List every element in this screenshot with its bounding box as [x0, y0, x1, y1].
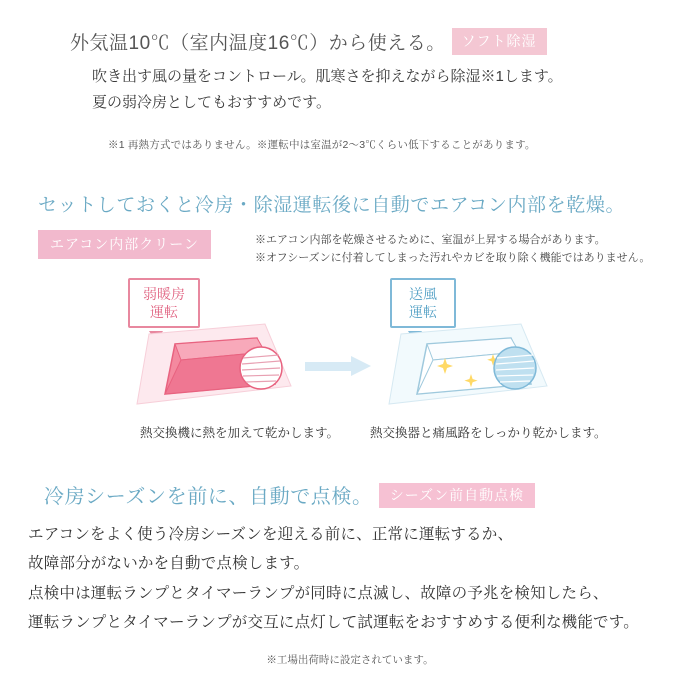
- label-weak-heating-line1: 弱暖房: [143, 286, 185, 302]
- label-blower-line2: 運転: [409, 304, 437, 321]
- section2-note-line-2: ※オフシーズンに付着してしまった汚れやカビを取り除く機能ではありません。: [255, 252, 651, 265]
- caption-right: 熱交換器と痛風路をしっかり乾かします。: [370, 426, 607, 440]
- section1-body-line-1: 吹き出す風の量をコントロール。肌寒さを抑えながら除湿※1します。: [92, 68, 563, 85]
- section2-badge: エアコン内部クリーン: [38, 230, 211, 259]
- section2-notes: [255, 231, 650, 267]
- section3-heading-row: [44, 480, 535, 509]
- section1-heading-row: [70, 28, 547, 55]
- section2-heading: セットしておくと冷房・除湿運転後に自動でエアコン内部を乾燥。: [38, 195, 626, 216]
- section3-note: ※工場出荷時に設定されています。: [266, 654, 434, 666]
- section1-body-line-2: 夏の弱冷房としてもおすすめです。: [92, 94, 331, 112]
- section1-badge: ソフト除湿: [452, 28, 547, 55]
- section3-body-line-1: エアコンをよく使う冷房シーズンを迎える前に、正常に運転するか、: [28, 526, 514, 543]
- section1-body: [92, 64, 563, 117]
- section1-heading: 外気温10℃（室内温度16℃）から使える。: [70, 33, 446, 54]
- section3-body-line-3: 点検中は運転ランプとタイマーランプが同時に点滅し、故障の予兆を検知したら、: [28, 584, 609, 602]
- section2-note-line-1: ※エアコン内部を乾燥させるために、室温が上昇する場合があります。: [255, 234, 606, 246]
- section3-body-line-2: 故障部分がないかを自動で点検します。: [28, 555, 310, 573]
- section1-note: ※1 再熱方式ではありません。※運転中は室温が2〜3℃くらい低下することがあります。: [108, 139, 536, 151]
- label-blower-line1: 送風: [409, 286, 437, 302]
- transition-arrow-icon: [305, 358, 375, 374]
- section3-body: [28, 520, 639, 638]
- label-weak-heating-line2: 運転: [150, 304, 178, 321]
- aircon-unit-heating-icon: [115, 308, 315, 428]
- section3-badge: シーズン前自動点検: [379, 483, 535, 508]
- caption-left: 熱交換機に熱を加えて乾かします。: [140, 426, 340, 440]
- aircon-unit-blower-icon: [375, 308, 595, 428]
- section3-body-line-4: 運転ランプとタイマーランプが交互に点灯して試運転をおすすめする便利な機能です。: [28, 614, 639, 632]
- section3-heading: 冷房シーズンを前に、自動で点検。: [44, 486, 373, 508]
- internal-clean-illustration: [0, 268, 700, 448]
